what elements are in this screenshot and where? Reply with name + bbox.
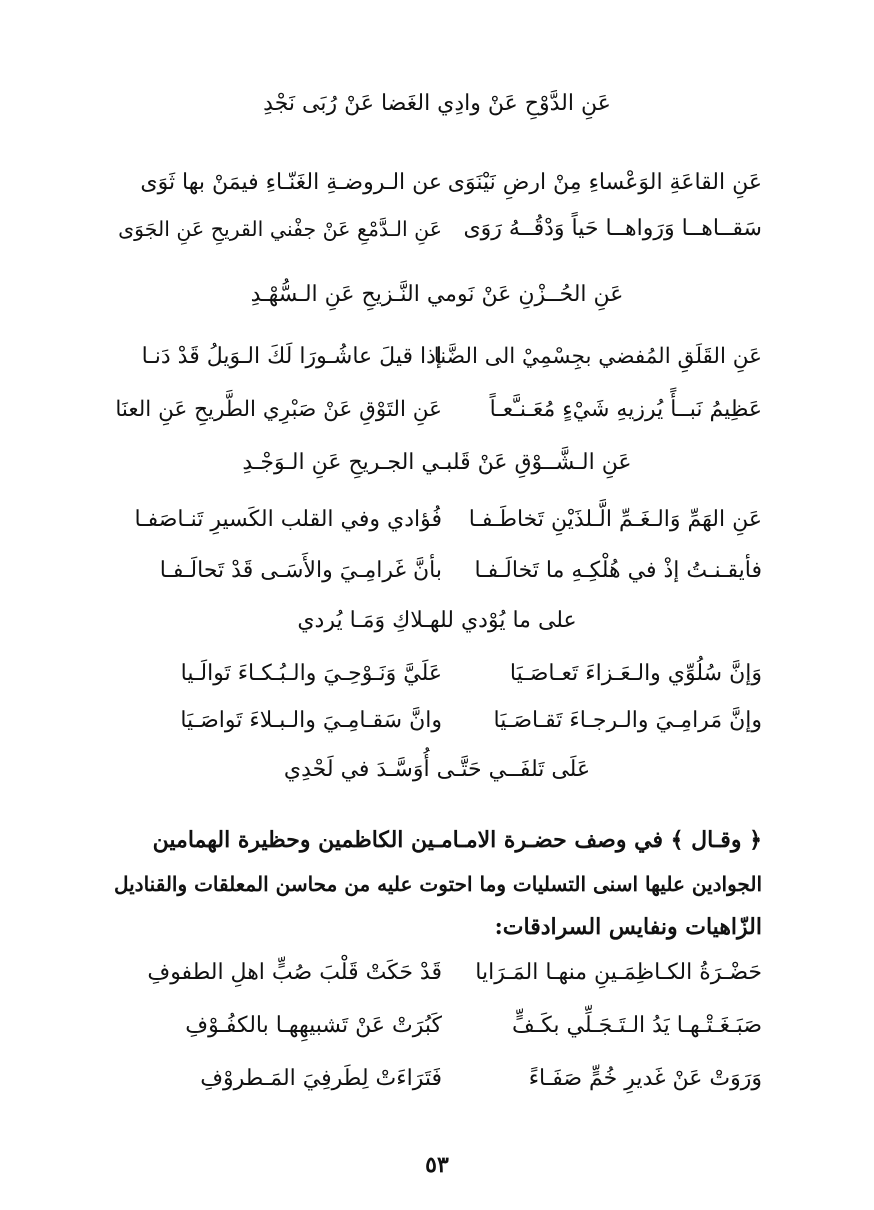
refrain-line: عَلَى تَلفَــي حَتَّـى أُوَسَّـدَ في لَحْدِي (283, 757, 591, 782)
verse-first-hemistich: صَبَـغَـتْـهـا يَدُ الـتَـجَـلِّي بكَـفٍّ (512, 1013, 762, 1038)
verse-second-hemistich: بأنَّ غَرامِـيَ والأَسَـى قَدْ تَحالَـفـا (159, 558, 442, 583)
verse-second-hemistich: إذا قيلَ عاشُـورَا لَكَ الـوَيلُ قَدْ دَنـا (141, 344, 442, 369)
refrain-line: عَنِ الحُــزْنِ عَنْ نَومي النَّـزيحِ عَنِ الـسُّهْـدِ (250, 282, 624, 307)
prose-line: الجوادين عليها اسنى التسليات وما احتوت عليه من محاسن المعلقات والقناديل (113, 872, 762, 896)
verse-second-hemistich: فَتَرَاءَتْ لِطَرفِيَ المَـطروْفِ (200, 1066, 442, 1091)
verse-second-hemistich: فُؤادي وفي القلب الكَسيرِ تَنـاصَفـا (134, 507, 442, 532)
verse-first-hemistich: عَظِيمُ نَبــأً يُرزيهِ شَيْءٍ مُعَـنـَّعـاً (489, 397, 762, 422)
verse-second-hemistich: عَنِ الـدَّمْعِ عَنْ جفْني القريحِ عَنِ الجَوَى (118, 217, 442, 241)
refrain-line: عَنِ الـشَّــوْقِ عَنْ قَلبـي الجـريحِ عَنِ الـوَجْـدِ (242, 450, 632, 475)
page-number: ٥٣ (425, 1152, 449, 1178)
verse-second-hemistich: عَنِ التَوْقِ عَنْ صَبْرِي الطَّريحِ عَنِ العنَا (115, 397, 442, 422)
verse-first-hemistich: حَضْـرَةُ الكـاظِمَـينِ منهـا المَـرَايا (475, 960, 762, 985)
verse-first-hemistich: سَقــاهــا وَرَواهــا حَياً وَدْقُــهُ رَوَى (463, 216, 762, 241)
verse-first-hemistich: عَنِ القَلَقِ المُفضي بجِسْمِيْ الى الضَّنا (433, 344, 762, 369)
verse-first-hemistich: فأيقـنـتُ إذْ في هُلْكِـهِ ما تَخالَـفـا (474, 558, 762, 583)
prose-line: الزّاهيات ونفايس السرادقات: (494, 914, 762, 940)
verse-first-hemistich: عَنِ القاعَةِ الوَعْساءِ مِنْ ارضِ نَيْنَوَى (447, 170, 762, 195)
verse-second-hemistich: عَلَيَّ وَنَـوْحِـيَ والـبُـكـاءَ تَوالَـيا (180, 661, 442, 686)
verse-first-hemistich: وَرَوَتْ عَنْ غَديرِ خُمٍّ صَفَـاءً (528, 1066, 762, 1091)
refrain-line: على ما يُوْدي للهـلاكِ وَمَـا يُردي (297, 608, 577, 633)
verse-second-hemistich: كَبُرَتْ عَنْ تَشبيهِهـا بالكفُـوْفِ (185, 1013, 442, 1038)
prose-line: ﴿ وقـال ﴾ في وصف حضـرة الامـامـين الكاظمين وحظيرة الهمامين (152, 827, 762, 853)
verse-first-hemistich: عَنِ الهَمِّ وَالـغَـمِّ الَّـلذَيْنِ تَخاطَـفـا (468, 507, 762, 532)
poem-header: عَنِ الدَّوْحِ عَنْ وادِي الغَضا عَنْ رُبَى نَجْدِ (263, 91, 611, 116)
verse-first-hemistich: وإنَّ مَرامِـيَ والـرجـاءَ تَقـاصَـيَا (493, 708, 762, 733)
verse-second-hemistich: عن الـروضـةِ الغَنّـاءِ فيمَنْ بها ثَوَى (140, 170, 442, 195)
verse-first-hemistich: وَإنَّ سُلُوِّي والـعَـزاءَ تَعـاصَـيَا (509, 661, 762, 686)
verse-second-hemistich: وانَّ سَقـامِـيَ والـبـلاءَ تَواصَـيَا (180, 708, 442, 733)
verse-second-hemistich: قَدْ حَكَتْ قَلْبَ صُبٍّ اهلِ الطفوفِ (147, 960, 442, 985)
